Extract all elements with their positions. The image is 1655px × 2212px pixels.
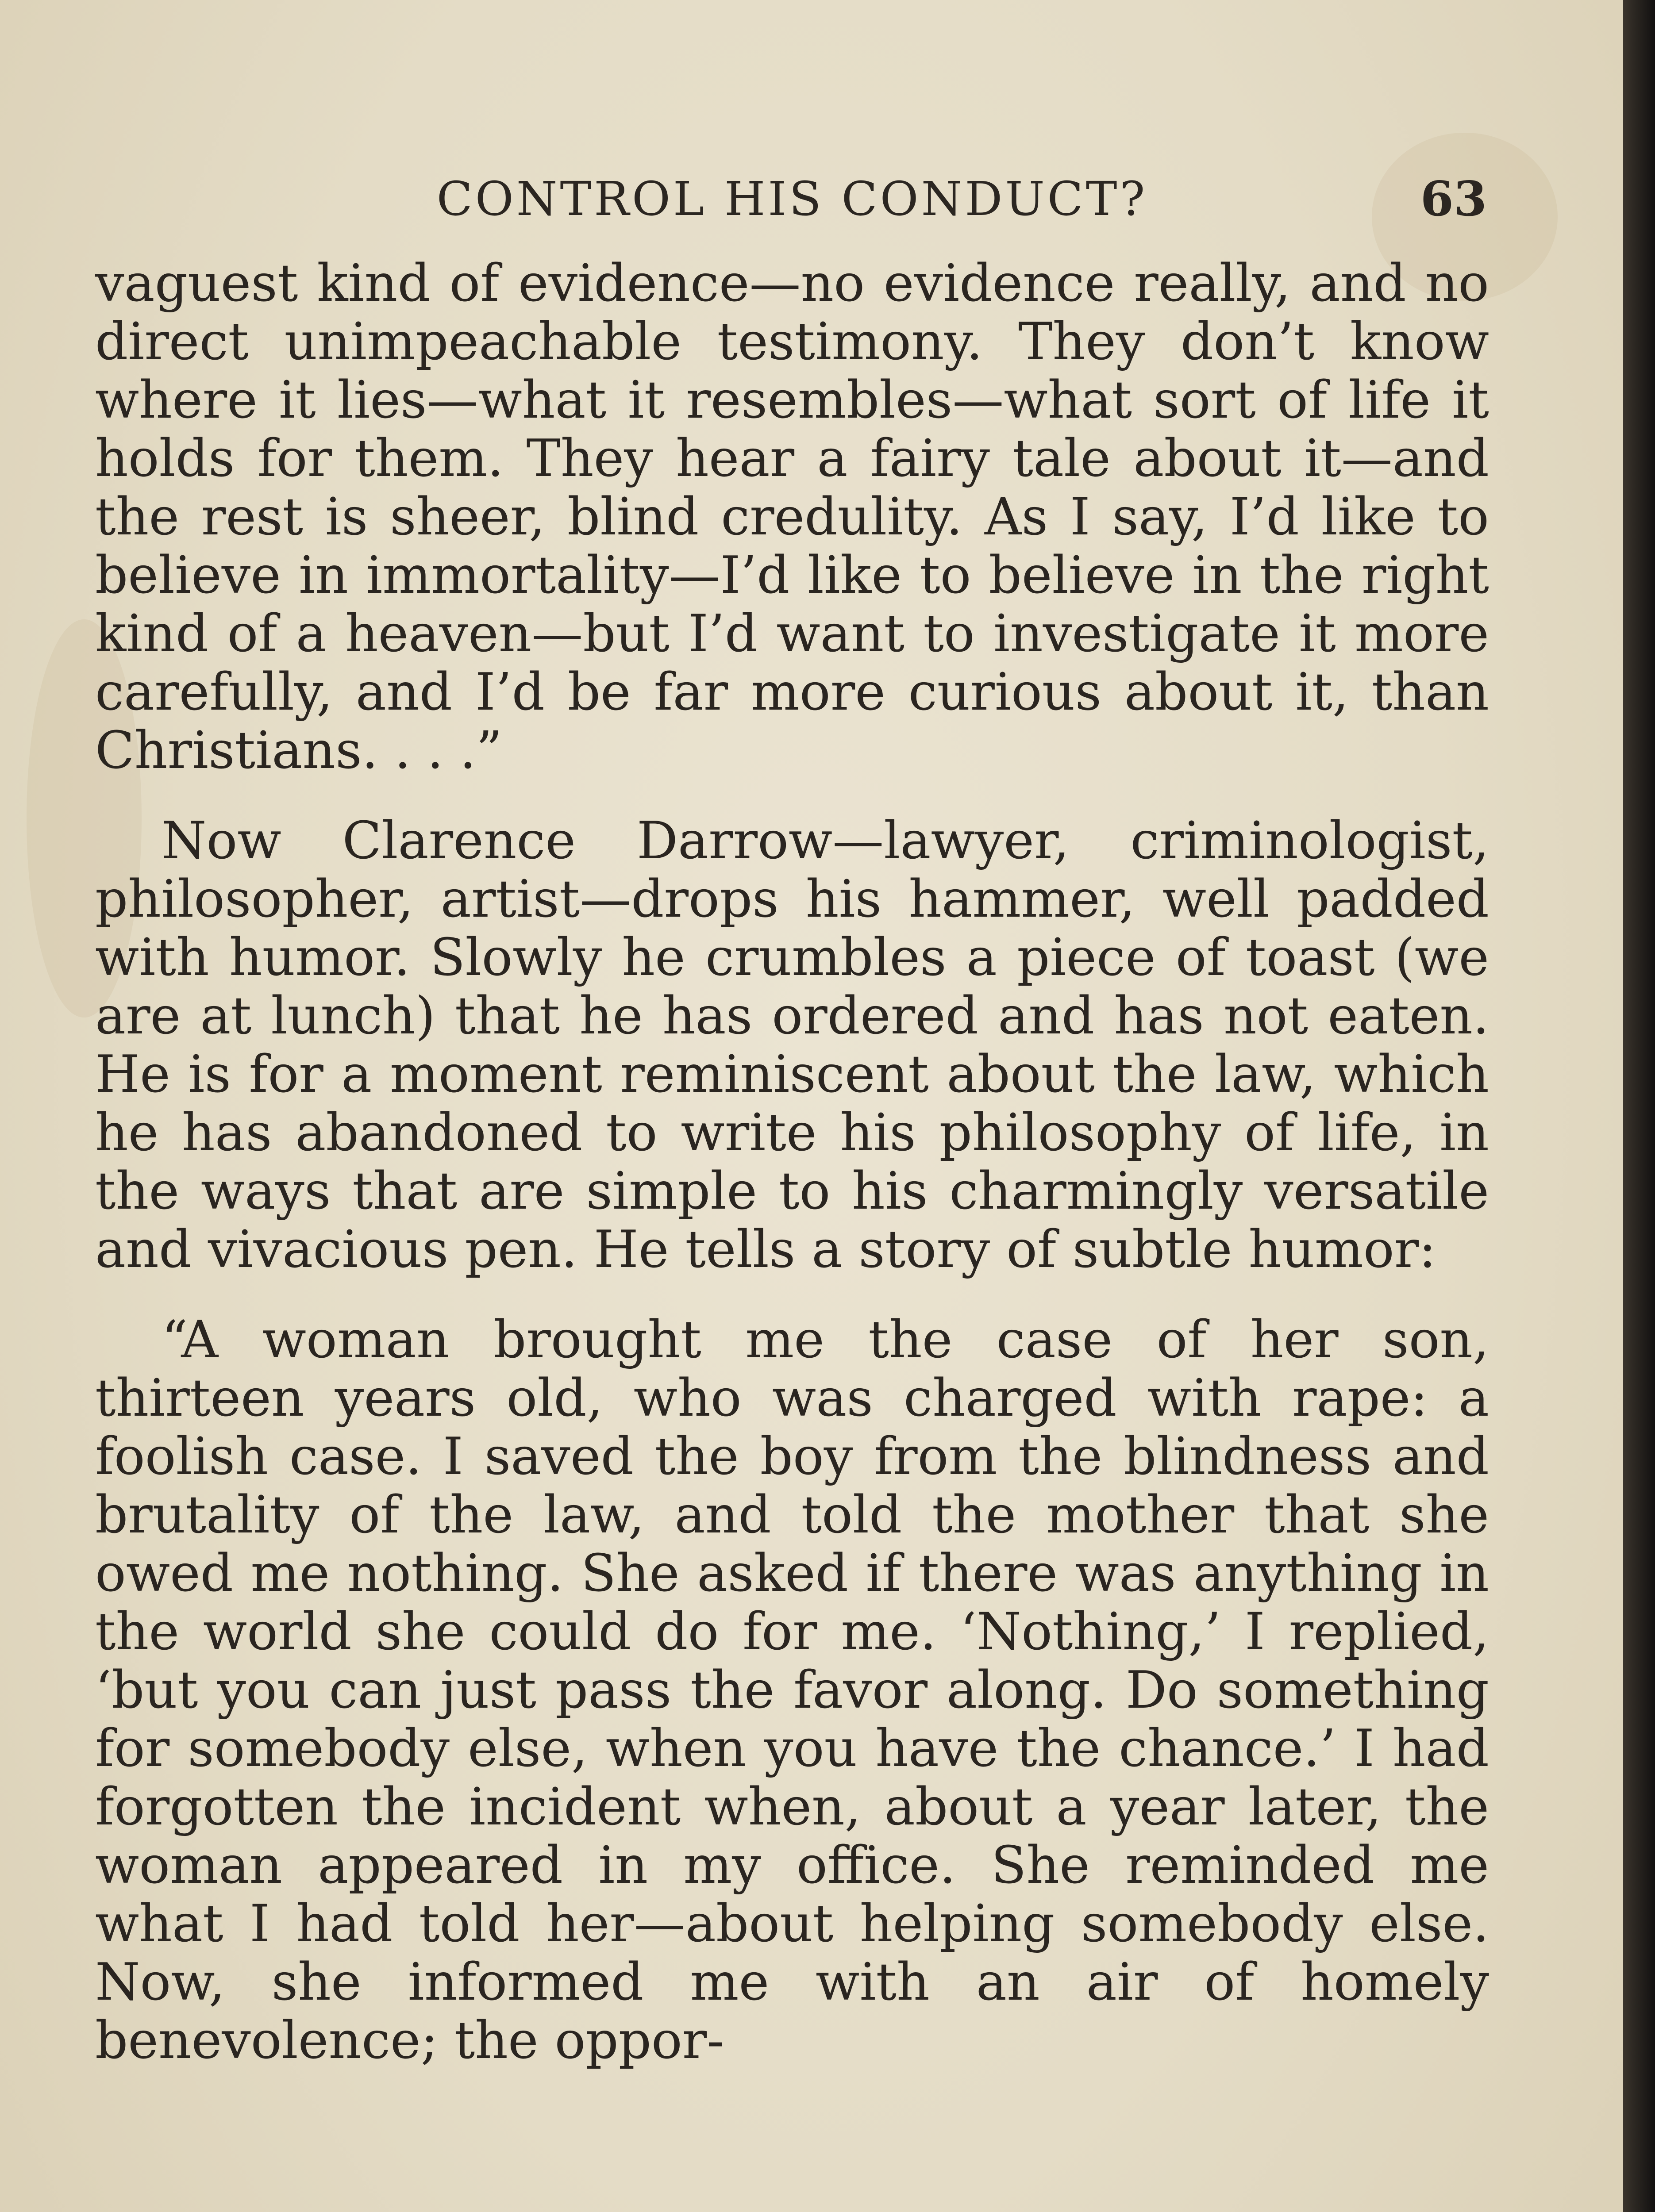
page-number: 63 xyxy=(1420,171,1487,227)
running-head: CONTROL HIS CONDUCT? xyxy=(436,172,1148,226)
page-edge-shadow xyxy=(1623,0,1655,2212)
paragraph-darrow-story: “A woman brought me the case of her son, thirteen years old, who was charged with rape: a foolish case. I saved the boy from the blindness and brutality of the law, and told the mother that she owed me nothing. She asked if there was anything in the world she could do for me. ‘Nothing,’ I replied, ‘but you can just pass the favor along. Do something for somebody else, when you have the chance.’ I had forgotten the incident when, about a year later, the woman appeared in my office. She reminded me what I had told her—about helping somebody else. Now, she informed me with an air of homely benevolence; the oppor- xyxy=(95,1310,1489,2070)
paragraph-darrow-intro: Now Clarence Darrow—lawyer, criminologist, philosopher, artist—drops his hammer, well padded with humor. Slowly he crumbles a piece of toast (we are at lunch) that he has ordered and has not eaten. He is for a moment reminiscent about the law, which he has abandoned to write his philosophy of life, in the ways that are simple to his charmingly versatile and vivacious pen. He tells a story of subtle humor: xyxy=(95,811,1489,1279)
paragraph-continued: vaguest kind of evidence—no evidence really, and no direct unimpeachable testimony. They don’t know where it lies—what it resembles—what sort of life it holds for them. They hear a fairy tale about it—and the rest is sheer, blind credulity. As I say, I’d like to believe in immortality—I’d like to believe in the right kind of a heaven—but I’d want to investigate it more carefully, and I’d be far more curious about it, than Christians. . . .” xyxy=(95,253,1489,780)
page-header xyxy=(97,166,1487,232)
body-text xyxy=(95,254,1489,2102)
